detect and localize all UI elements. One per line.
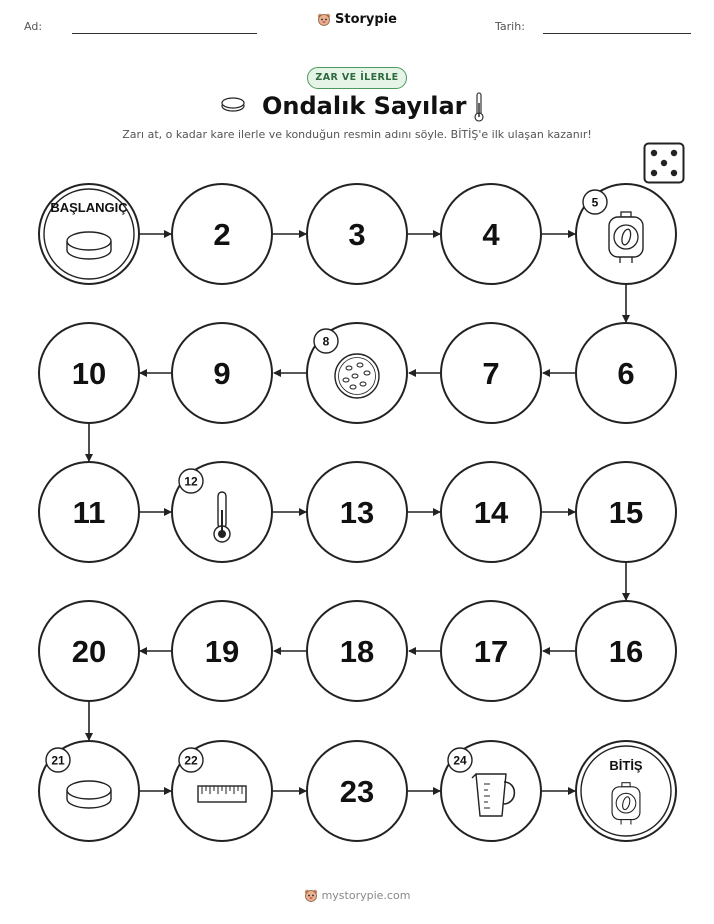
cell-number: 4 <box>482 217 500 252</box>
finish-label: BİTİŞ <box>609 758 643 773</box>
cell-number: 7 <box>482 356 500 391</box>
board-cell-finish[interactable] <box>576 741 676 841</box>
cell-number: 18 <box>339 634 375 669</box>
stopwatch-icon <box>609 212 643 263</box>
cell-number: 11 <box>72 495 106 530</box>
board-cell[interactable] <box>576 184 676 284</box>
cell-number-tag: 22 <box>184 753 198 768</box>
cell-number: 16 <box>608 634 644 669</box>
ruler-icon <box>198 786 246 802</box>
board-cell[interactable] <box>39 741 139 841</box>
board-cell[interactable] <box>307 184 407 284</box>
board-cell[interactable] <box>441 741 541 841</box>
cell-number-tag: 5 <box>591 195 599 210</box>
board-cell[interactable] <box>576 462 676 562</box>
footer <box>0 888 714 908</box>
footer-url[interactable]: mystorypie.com <box>321 889 411 902</box>
cell-number-tag: 24 <box>453 753 467 768</box>
board-cell[interactable] <box>172 323 272 423</box>
coin-icon <box>67 232 111 259</box>
board-cell-start[interactable] <box>39 184 139 284</box>
cell-number-tag: 8 <box>322 334 330 349</box>
board-cell[interactable] <box>576 323 676 423</box>
board-cell[interactable] <box>307 462 407 562</box>
cell-number: 13 <box>339 495 375 530</box>
board-cell[interactable] <box>172 184 272 284</box>
cell-number: 17 <box>473 634 509 669</box>
instructions-text: Zarı at, o kadar kare ilerle ve konduğun resmin adını söyle. BİTİŞ'e ilk ulaşan kazanır! <box>122 128 592 141</box>
cookie-icon <box>335 354 379 398</box>
board-cell[interactable] <box>576 601 676 701</box>
cell-number: 14 <box>473 495 509 530</box>
board-cell[interactable] <box>441 184 541 284</box>
board-cell[interactable] <box>441 462 541 562</box>
board-cell[interactable] <box>307 323 407 423</box>
board-cell[interactable] <box>172 462 272 562</box>
cell-number: 3 <box>348 217 366 252</box>
activity-badge: ZAR VE İLERLE <box>307 67 407 89</box>
start-label: BAŞLANGIÇ <box>50 200 128 215</box>
board-cell[interactable] <box>39 601 139 701</box>
stopwatch-icon <box>612 783 640 825</box>
storypie-mascot-icon <box>304 888 318 903</box>
date-label: Tarih: <box>495 20 525 33</box>
cell-number-tag: 21 <box>51 753 65 768</box>
cell-number: 9 <box>213 356 231 391</box>
cell-number: 6 <box>617 356 635 391</box>
cell-number: 19 <box>204 634 240 669</box>
board-cell[interactable] <box>441 601 541 701</box>
board-cell[interactable] <box>39 323 139 423</box>
cell-number: 23 <box>339 774 375 809</box>
page-title: Ondalık Sayılar <box>262 92 467 120</box>
board-cell[interactable] <box>307 601 407 701</box>
cell-number: 20 <box>71 634 107 669</box>
board-cell[interactable] <box>172 741 272 841</box>
cell-number: 10 <box>71 356 107 391</box>
board-cell[interactable] <box>39 462 139 562</box>
cell-number-tag: 12 <box>184 474 198 489</box>
cell-number: 2 <box>213 217 231 252</box>
board-cell[interactable] <box>441 323 541 423</box>
coin-icon <box>67 781 111 808</box>
board-cell[interactable] <box>172 601 272 701</box>
board-cell[interactable] <box>307 741 407 841</box>
brand-name: Storypie <box>335 12 397 27</box>
name-label: Ad: <box>24 20 43 33</box>
cell-number: 15 <box>608 495 644 530</box>
